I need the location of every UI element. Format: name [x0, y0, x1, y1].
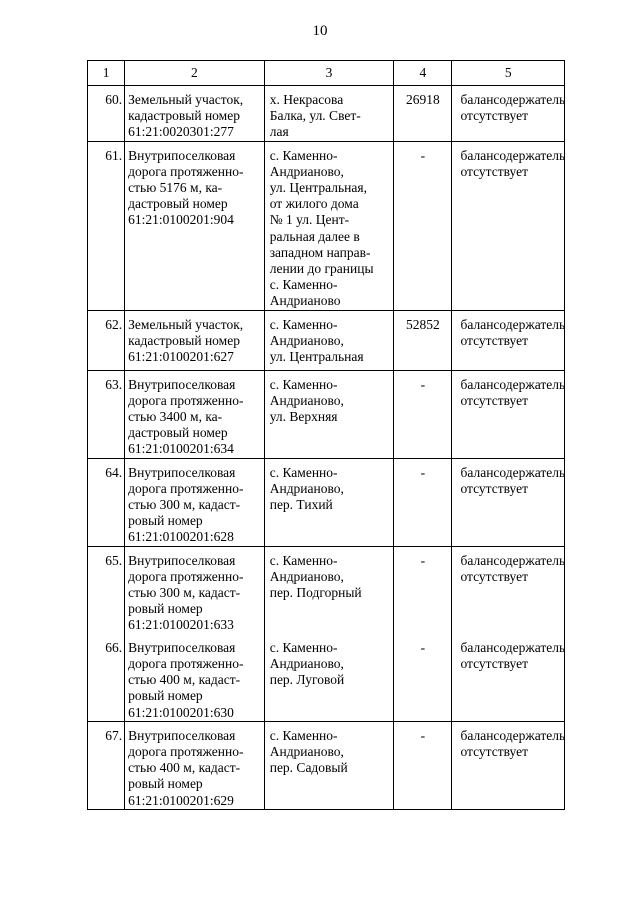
address-cell	[264, 546, 394, 634]
address-line: с. Каменно-	[269, 277, 338, 293]
address-cell	[264, 141, 394, 310]
area-cell: -	[394, 370, 452, 458]
address-line: Андрианово,	[269, 332, 344, 348]
object-cell	[125, 546, 265, 634]
holder-line: отсутствует	[460, 108, 529, 124]
page-number: 10	[312, 23, 328, 39]
object-line: 61:21:0100201:904	[128, 212, 234, 228]
address-line: Андрианово,	[269, 392, 344, 408]
holder-line: отсутствует	[460, 568, 529, 584]
address-line: с. Каменно-	[269, 727, 338, 743]
holder-line: балансодержатель	[460, 316, 566, 332]
object-line: кадастровый номер	[128, 108, 240, 124]
object-line: дастровый номер	[128, 196, 228, 212]
holder-line: отсутствует	[460, 655, 529, 671]
address-cell	[264, 458, 394, 546]
holder-line: балансодержатель	[460, 639, 566, 655]
object-line: дорога протяженно-	[128, 392, 244, 408]
table-row	[88, 546, 565, 634]
address-line: Андрианово,	[269, 655, 344, 671]
holder-line: отсутствует	[460, 332, 529, 348]
address-line: ул. Центральная,	[269, 180, 367, 196]
holder-cell	[452, 634, 565, 722]
area-cell: -	[394, 458, 452, 546]
object-cell	[125, 370, 265, 458]
address-line: от жилого дома	[269, 196, 359, 212]
object-line: Внутрипоселковая	[128, 727, 236, 743]
table-row	[88, 310, 565, 370]
object-line: 61:21:0100201:630	[128, 704, 234, 720]
address-cell	[264, 86, 394, 142]
address-line: с. Каменно-	[269, 464, 338, 480]
address-line: с. Каменно-	[269, 376, 338, 392]
holder-cell	[452, 310, 565, 370]
holder-line: отсутствует	[460, 480, 529, 496]
table-row	[88, 86, 565, 142]
address-line: лая	[269, 124, 289, 140]
object-line: 61:21:0100201:628	[128, 529, 234, 545]
area-cell: 26918	[394, 86, 452, 142]
address-line: ул. Центральная	[269, 349, 364, 365]
object-cell	[125, 458, 265, 546]
object-line: ровый номер	[128, 688, 203, 704]
column-header-3: 3	[264, 61, 394, 86]
row-number-cell: 61.	[88, 141, 125, 310]
column-header-1: 1	[88, 61, 125, 86]
address-line: с. Каменно-	[269, 147, 338, 163]
holder-line: балансодержатель	[460, 147, 566, 163]
object-cell	[125, 310, 265, 370]
address-line: с. Каменно-	[269, 639, 338, 655]
row-number-cell: 63.	[88, 370, 125, 458]
holder-cell	[452, 458, 565, 546]
area-cell: -	[394, 634, 452, 722]
object-cell	[125, 634, 265, 722]
object-line: стью 300 м, кадаст-	[128, 497, 241, 513]
holder-line: отсутствует	[460, 163, 529, 179]
object-line: Земельный участок,	[128, 316, 244, 332]
object-line: стью 3400 м, ка-	[128, 409, 223, 425]
object-line: стью 300 м, кадаст-	[128, 585, 241, 601]
address-line: с. Каменно-	[269, 316, 338, 332]
address-line: пер. Садовый	[269, 760, 348, 776]
object-line: дастровый номер	[128, 425, 228, 441]
holder-cell	[452, 370, 565, 458]
address-line: Андрианово	[269, 293, 341, 309]
object-line: 61:21:0020301:277	[128, 124, 234, 140]
address-line: х. Некрасова	[269, 92, 344, 107]
area-cell: -	[394, 721, 452, 809]
address-line: пер. Тихий	[269, 497, 333, 513]
row-number-cell: 65.	[88, 546, 125, 634]
area-cell: -	[394, 546, 452, 634]
row-number-cell: 67.	[88, 721, 125, 809]
column-header-4: 4	[394, 61, 452, 86]
object-line: стью 5176 м, ка-	[128, 180, 223, 196]
holder-line: балансодержатель	[460, 464, 566, 480]
address-line: Андрианово,	[269, 163, 344, 179]
address-cell	[264, 721, 394, 809]
address-line: Андрианово,	[269, 480, 344, 496]
object-line: Внутрипоселковая	[128, 147, 236, 163]
row-number-cell: 64.	[88, 458, 125, 546]
object-line: дорога протяженно-	[128, 655, 244, 671]
object-line: дорога протяженно-	[128, 568, 244, 584]
table-row	[88, 634, 565, 722]
object-line: ровый номер	[128, 601, 203, 617]
holder-line: отсутствует	[460, 392, 529, 408]
object-cell	[125, 86, 265, 142]
address-line: ул. Верхняя	[269, 409, 338, 425]
holder-line: отсутствует	[460, 743, 529, 759]
column-header-5: 5	[452, 61, 565, 86]
area-cell: -	[394, 141, 452, 310]
object-line: дорога протяженно-	[128, 743, 244, 759]
address-line: пер. Луговой	[269, 672, 345, 688]
object-line: Земельный участок,	[128, 92, 244, 107]
address-cell	[264, 310, 394, 370]
property-register-table	[87, 60, 565, 810]
object-line: Внутрипоселковая	[128, 464, 236, 480]
address-line: Андрианово,	[269, 568, 344, 584]
address-line: пер. Подгорный	[269, 585, 362, 601]
object-line: кадастровый номер	[128, 332, 240, 348]
table-row	[88, 141, 565, 310]
object-line: 61:21:0100201:633	[128, 617, 234, 633]
holder-cell	[452, 721, 565, 809]
holder-line: балансодержатель	[460, 552, 566, 568]
holder-cell	[452, 86, 565, 142]
address-cell	[264, 634, 394, 722]
object-line: стью 400 м, кадаст-	[128, 672, 241, 688]
address-cell	[264, 370, 394, 458]
row-number-cell: 66.	[88, 634, 125, 722]
object-line: Внутрипоселковая	[128, 376, 236, 392]
address-line: ральная далее в	[269, 228, 360, 244]
object-line: ровый номер	[128, 513, 203, 529]
holder-cell	[452, 141, 565, 310]
object-line: дорога протяженно-	[128, 163, 244, 179]
object-line: дорога протяженно-	[128, 480, 244, 496]
holder-line: балансодержатель	[460, 376, 566, 392]
row-number-cell: 60.	[88, 86, 125, 142]
table-row	[88, 721, 565, 809]
object-line: Внутрипоселковая	[128, 639, 236, 655]
object-cell	[125, 721, 265, 809]
area-cell: 52852	[394, 310, 452, 370]
address-line: № 1 ул. Цент-	[269, 212, 350, 228]
table-header-row	[88, 61, 565, 86]
address-line: Балка, ул. Свет-	[269, 108, 361, 124]
holder-line: балансодержатель	[460, 92, 566, 107]
table-body	[88, 61, 565, 810]
object-line: 61:21:0100201:629	[128, 792, 234, 808]
row-number-cell: 62.	[88, 310, 125, 370]
object-line: 61:21:0100201:634	[128, 441, 234, 457]
table-row	[88, 370, 565, 458]
object-line: ровый номер	[128, 776, 203, 792]
address-line: с. Каменно-	[269, 552, 338, 568]
object-cell	[125, 141, 265, 310]
address-line: западном направ-	[269, 244, 371, 260]
object-line: 61:21:0100201:627	[128, 349, 234, 365]
holder-cell	[452, 546, 565, 634]
column-header-2: 2	[125, 61, 265, 86]
object-line: Внутрипоселковая	[128, 552, 236, 568]
address-line: лении до границы	[269, 261, 374, 277]
address-line: Андрианово,	[269, 743, 344, 759]
object-line: стью 400 м, кадаст-	[128, 760, 241, 776]
holder-line: балансодержатель	[460, 727, 566, 743]
table-row	[88, 458, 565, 546]
